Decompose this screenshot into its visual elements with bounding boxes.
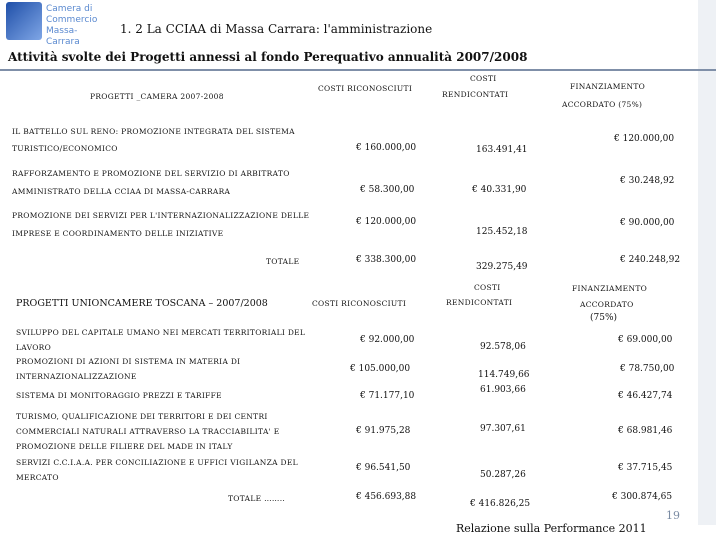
s1-row3-recognized: € 120.000,00 xyxy=(356,217,417,227)
s1-total-reported: 329.275,49 xyxy=(476,262,528,272)
s1-col-reported-line1: COSTI xyxy=(470,74,497,83)
s1-row2-name-line1: RAFFORZAMENTO E PROMOZIONE DEL SERVIZIO DI ARBITRATO xyxy=(12,169,290,178)
s1-row2-funding: € 30.248,92 xyxy=(620,176,675,186)
s2-col-reported-line2: RENDICONTATI xyxy=(446,298,513,307)
logo-text: Camera di Commercio Massa-Carrara xyxy=(46,4,98,47)
s1-col-reported-line2: RENDICONTATI xyxy=(442,90,509,99)
footer-text: Relazione sulla Performance 2011 xyxy=(456,522,647,535)
s2-col-funding-line3: (75%) xyxy=(590,313,618,323)
page-subtitle: Attività svolte dei Progetti annessi al fondo Perequativo annualità 2007/2008 xyxy=(8,50,528,64)
s1-col-project: PROGETTI _CAMERA 2007-2008 xyxy=(90,92,224,101)
s2-col-reported-line1: COSTI xyxy=(474,283,501,292)
s2-total-label: TOTALE …….. xyxy=(228,494,286,503)
s1-row3-name-line1: PROMOZIONE DEI SERVIZI PER L'INTERNAZIONALIZZAZIONE DELLE xyxy=(12,211,310,220)
s2-row5-name-line2: MERCATO xyxy=(16,473,59,482)
s1-total-funding: € 240.248,92 xyxy=(620,255,681,265)
s1-row3-reported: 125.452,18 xyxy=(476,227,528,237)
s2-col-recognized: COSTI RICONOSCIUTI xyxy=(312,299,407,308)
s2-row4-name-line3: PROMOZIONE DELLE FILIERE DEL MADE IN ITALY xyxy=(16,442,233,451)
s2-row3-recognized: € 71.177,10 xyxy=(360,391,415,401)
s2-col-funding-line1: FINANZIAMENTO xyxy=(572,284,648,293)
s2-row3-funding: € 46.427,74 xyxy=(618,391,673,401)
s2-row1-funding: € 69.000,00 xyxy=(618,335,673,345)
s1-col-funding-line1: FINANZIAMENTO xyxy=(570,82,646,91)
s2-row4-name-line1: TURISMO, QUALIFICAZIONE DEI TERRITORI E DEI CENTRI xyxy=(16,412,268,421)
s2-row3-reported: 61.903,66 xyxy=(480,385,526,395)
s2-row2-funding: € 78.750,00 xyxy=(620,364,675,374)
s2-row1-recognized: € 92.000,00 xyxy=(360,335,415,345)
s2-row4-recognized: € 91.975,28 xyxy=(356,426,411,436)
s2-col-funding-line2: ACCORDATO xyxy=(580,300,634,309)
s1-row2-reported: € 40.331,90 xyxy=(472,185,527,195)
s1-row1-reported: 163.491,41 xyxy=(476,145,528,155)
s1-row1-recognized: € 160.000,00 xyxy=(356,143,417,153)
s2-row5-reported: 50.287,26 xyxy=(480,470,526,480)
s1-row1-funding: € 120.000,00 xyxy=(614,134,675,144)
s1-total-label: TOTALE xyxy=(266,257,300,266)
page-number: 19 xyxy=(666,509,680,522)
s2-col-project: PROGETTI UNIONCAMERE TOSCANA – 2007/2008 xyxy=(16,298,268,309)
s2-row4-reported: 97.307,61 xyxy=(480,424,526,434)
s2-row5-funding: € 37.715,45 xyxy=(618,463,673,473)
s2-row1-name-line2: LAVORO xyxy=(16,343,52,352)
s1-row3-name-line2: IMPRESE E COORDINAMENTO DELLE INIZIATIVE xyxy=(12,229,224,238)
s2-row3-name-line1: SISTEMA DI MONITORAGGIO PREZZI E TARIFFE xyxy=(16,391,222,400)
s2-row5-recognized: € 96.541,50 xyxy=(356,463,411,473)
s1-row2-recognized: € 58.300,00 xyxy=(360,185,415,195)
s2-row2-name-line1: PROMOZIONI DI AZIONI DI SISTEMA IN MATERIA DI xyxy=(16,357,241,366)
s2-row1-name-line1: SVILUPPO DEL CAPITALE UMANO NEI MERCATI TERRITORIALI DEL xyxy=(16,328,306,337)
s2-row4-name-line2: COMMERCIALI NATURALI ATTRAVERSO LA TRACCIABILITA' E xyxy=(16,427,280,436)
s2-row4-funding: € 68.981,46 xyxy=(618,426,673,436)
header-divider xyxy=(0,69,716,71)
s2-row2-reported: 114.749,66 xyxy=(478,370,530,380)
s1-row3-funding: € 90.000,00 xyxy=(620,218,675,228)
page-header-title: 1. 2 La CCIAA di Massa Carrara: l'amministrazione xyxy=(120,22,433,36)
s1-total-recognized: € 338.300,00 xyxy=(356,255,417,265)
s2-total-recognized: € 456.693,88 xyxy=(356,492,417,502)
s1-row1-name-line2: TURISTICO/ECONOMICO xyxy=(12,144,118,153)
decorative-side-bar xyxy=(698,0,716,525)
s1-row2-name-line2: AMMINISTRATO DELLA CCIAA DI MASSA-CARRARA xyxy=(12,187,231,196)
s1-col-funding-line2: ACCORDATO (75%) xyxy=(562,100,643,109)
s1-row1-name-line1: IL BATTELLO SUL RENO: PROMOZIONE INTEGRATA DEL SISTEMA xyxy=(12,127,295,136)
chamber-logo xyxy=(6,0,108,47)
s2-total-funding: € 300.874,65 xyxy=(612,492,673,502)
s2-row2-recognized: € 105.000,00 xyxy=(350,364,411,374)
s1-col-recognized: COSTI RICONOSCIUTI xyxy=(318,84,413,93)
s2-row1-reported: 92.578,06 xyxy=(480,342,526,352)
s2-row5-name-line1: SERVIZI C.C.I.A.A. PER CONCILIAZIONE E UFFICI VIGILANZA DEL xyxy=(16,458,298,467)
s2-row2-name-line2: INTERNAZIONALIZZAZIONE xyxy=(16,372,137,381)
crest-icon xyxy=(6,2,42,40)
s2-total-reported: € 416.826,25 xyxy=(470,499,531,509)
